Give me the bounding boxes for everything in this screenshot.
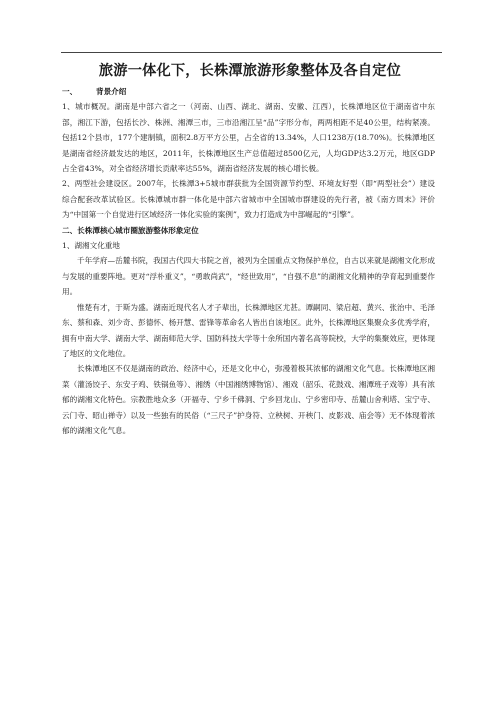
subheading-huxiang-culture: 1、湖湘文化重地: [62, 241, 120, 251]
section-number: 一、: [62, 87, 78, 96]
document-title: 旅游一体化下，长株潭旅游形象整体及各自定位: [98, 63, 402, 79]
section-heading-background: [62, 84, 435, 99]
section-heading-positioning: 二、长株潭核心城市圈旅游整体形象定位: [62, 225, 199, 235]
paragraph-city-overview: 1、城市概况。湖南是中部六省之一（河南、山西、湖北、湖南、安徽、江西），长株潭地区位于湖南省中东部，湘江下游，包括长沙、株洲、湘潭三市，三市沿湘江呈“品”字形分布，两两相距不足40公里，结构紧凑。包括12个县市，177个建制镇，面积2.8万平方公里，占全省的13.34%，人口1238万(18.70%)。长株潭地区是湖南省经济最发达的地区，2011年，长株潭地区生产总值超过8500亿元，人均GDP达3.2万元，地区GDP占全省43%，对全省经济增长贡献率达55%，湖南省经济发展的核心增长极。: [62, 102, 435, 174]
header-rule: [61, 52, 442, 53]
paragraph-yuelu-academy: 千年学府—岳麓书院，我国古代四大书院之首，被列为全国重点文物保护单位，自古以来就是湖湘文化形成与发展的重要阵地。更对“浮朴重义”，“勇敢尚武”，“经世致用”，“自强不息”的湖湘文化精神的孕育起到重要作用。: [62, 256, 435, 297]
document-body: [62, 84, 435, 438]
paragraph-two-type-society: 2、两型社会建设区。2007年，长株潭3+5城市群获批为全国资源节约型、环境友好型（即“两型社会”）建设综合配套改革试验区。长株潭城市群一体化是中部六省城市中全国城市群建设的先行者，被《南方周末》评价为“中国第一个自觉进行区域经济一体化实验的案例”，致力打造成为中部崛起的“引擎”。: [62, 179, 435, 220]
section-title: 背景介绍: [96, 87, 127, 96]
paragraph-talents: 惟楚有才，于斯为盛。湖南近现代名人才子辈出，长株潭地区尤甚。谭嗣同、梁启超、黄兴、张治中、毛泽东、蔡和森、刘少奇、彭德怀、杨开慧、雷锋等革命名人皆出自该地区。此外，长株潭地区集聚众多优秀学府，拥有中南大学、湖南大学、湖南师范大学、国防科技大学等十余所国内著名高等院校，大学的集聚效应，更体现了地区的文化地位。: [62, 302, 435, 358]
paragraph-cultural-center: 长株潭地区不仅是湖南的政治、经济中心，还是文化中心，弥漫着极其浓郁的湖湘文化气息。长株潭地区湘菜（灌汤饺子、东安子鸡、铁锅鱼等）、湘绣（中国湘绣博物馆）、湘戏（韶乐、花鼓戏、湘潭班子戏等）具有浓郁的湖湘文化特色。宗教胜地众多（开福寺、宁乡千佛洞、宁乡回龙山、宁乡密印寺、岳麓山舍利塔、宝宁寺、云门寺、昭山禅寺）以及一些独有的民俗（“三尺子”护身符、立秧树、开秧门、皮影戏、庙会等）无不体现着浓郁的湖湘文化气息。: [62, 364, 435, 435]
